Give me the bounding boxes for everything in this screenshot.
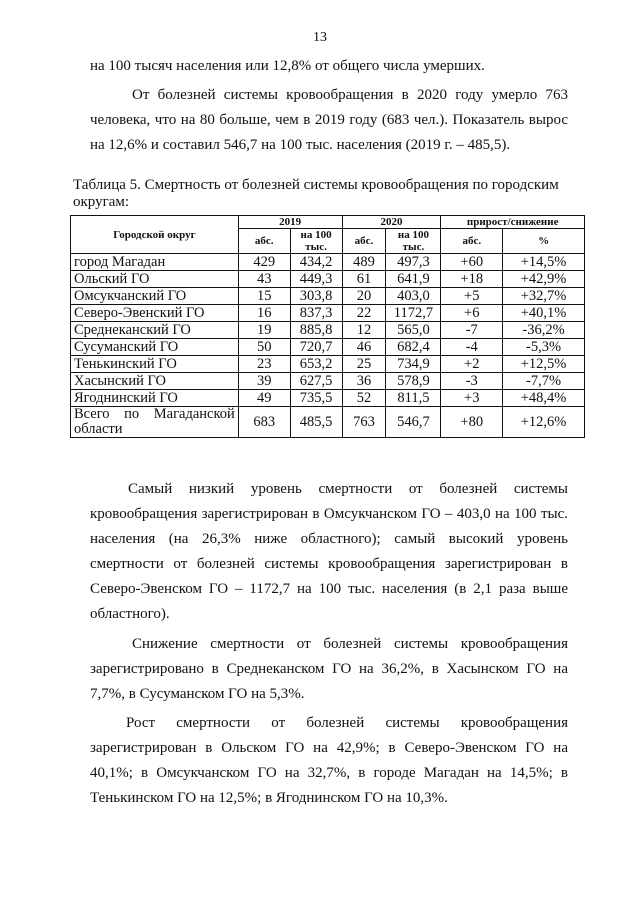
total-abs-2020: 763 (342, 407, 386, 438)
abs-2020: 52 (342, 390, 386, 407)
total-rate-2020: 546,7 (386, 407, 441, 438)
change-pct: -36,2% (503, 322, 585, 339)
change-abs: +5 (441, 288, 503, 305)
abs-2019: 39 (238, 373, 290, 390)
rate-2019: 627,5 (290, 373, 342, 390)
total-abs-2019: 683 (238, 407, 290, 438)
rate-2019: 653,2 (290, 356, 342, 373)
abs-2019: 49 (238, 390, 290, 407)
rate-2020: 641,9 (386, 271, 441, 288)
rate-2019: 434,2 (290, 254, 342, 271)
header-abs-2019: абс. (238, 229, 290, 254)
rate-2020: 811,5 (386, 390, 441, 407)
table-row (71, 356, 585, 373)
district-name: Ольский ГО (71, 271, 239, 288)
abs-2019: 15 (238, 288, 290, 305)
abs-2020: 22 (342, 305, 386, 322)
abs-2020: 61 (342, 271, 386, 288)
table-row (71, 271, 585, 288)
table-row (71, 339, 585, 356)
abs-2020: 12 (342, 322, 386, 339)
table-row (71, 254, 585, 271)
table-row (71, 373, 585, 390)
abs-2020: 20 (342, 288, 386, 305)
change-abs: -3 (441, 373, 503, 390)
change-abs: +6 (441, 305, 503, 322)
rate-2019: 303,8 (290, 288, 342, 305)
district-name: город Магадан (71, 254, 239, 271)
abs-2019: 19 (238, 322, 290, 339)
abs-2019: 50 (238, 339, 290, 356)
district-name: Хасынский ГО (71, 373, 239, 390)
header-year-2019: 2019 (238, 216, 342, 229)
rate-2019: 720,7 (290, 339, 342, 356)
change-pct: +14,5% (503, 254, 585, 271)
total-change-abs: +80 (441, 407, 503, 438)
district-name: Среднеканский ГО (71, 322, 239, 339)
abs-2020: 25 (342, 356, 386, 373)
rate-2019: 885,8 (290, 322, 342, 339)
change-abs: +2 (441, 356, 503, 373)
rate-2020: 578,9 (386, 373, 441, 390)
page-number: 13 (313, 30, 327, 45)
abs-2020: 46 (342, 339, 386, 356)
change-pct: -5,3% (503, 339, 585, 356)
district-name: Тенькинский ГО (71, 356, 239, 373)
table-row (71, 322, 585, 339)
rate-2019: 837,3 (290, 305, 342, 322)
header-year-2020: 2020 (342, 216, 441, 229)
change-pct: +42,9% (503, 271, 585, 288)
header-abs-2020: абс. (342, 229, 386, 254)
abs-2019: 43 (238, 271, 290, 288)
total-rate-2019: 485,5 (290, 407, 342, 438)
header-rate-2020: на 100 тыс. (386, 229, 441, 254)
change-pct: +32,7% (503, 288, 585, 305)
total-change-pct: +12,6% (503, 407, 585, 438)
change-pct: -7,7% (503, 373, 585, 390)
change-abs: +3 (441, 390, 503, 407)
change-abs: -7 (441, 322, 503, 339)
mortality-table (70, 215, 585, 438)
paragraph-decrease: Снижение смертности от болезней системы кровообращения зарегистрировано в Среднеканском ГО на 36,2%, в Хасынском ГО на 7,7%, в Сусуманском ГО на 5,3%. (90, 636, 568, 702)
rate-2020: 403,0 (386, 288, 441, 305)
district-name: Северо-Эвенский ГО (71, 305, 239, 322)
abs-2019: 16 (238, 305, 290, 322)
paragraph-increase: Рост смертности от болезней системы кровообращения зарегистрирован в Ольском ГО на 42,9%; в Северо-Эвенском ГО на 40,1%; в Омсукчанском ГО на 32,7%, в городе Магадан на 14,5%; в Тенькинском ГО на 12,5%; в Ягоднинском ГО на 10,3%. (90, 715, 568, 806)
table-row-total (71, 407, 585, 438)
total-name: Всего по Магаданской области (71, 407, 239, 438)
table-row (71, 305, 585, 322)
change-abs: +60 (441, 254, 503, 271)
rate-2020: 682,4 (386, 339, 441, 356)
header-change-pct: % (503, 229, 585, 254)
district-name: Омсукчанский ГО (71, 288, 239, 305)
rate-2019: 449,3 (290, 271, 342, 288)
table-row (71, 288, 585, 305)
district-name: Сусуманский ГО (71, 339, 239, 356)
abs-2019: 23 (238, 356, 290, 373)
change-pct: +40,1% (503, 305, 585, 322)
paragraph-circulatory: От болезней системы кровообращения в 2020 году умерло 763 человека, что на 80 больше, чем в 2019 году (683 чел.). Показатель вырос на 12,6% и составил 546,7 на 100 тыс. населения (2019 г. – 485,5). (90, 87, 568, 153)
rate-2020: 565,0 (386, 322, 441, 339)
header-change-abs: абс. (441, 229, 503, 254)
table-caption: Таблица 5. Смертность от болезней системы кровообращения по городским округам: (73, 177, 559, 210)
rate-2020: 734,9 (386, 356, 441, 373)
change-pct: +48,4% (503, 390, 585, 407)
paragraph-lowest-highest: Самый низкий уровень смертности от болезней системы кровообращения зарегистрирован в Омсукчанском ГО – 403,0 на 100 тыс. населения (на 26,3% ниже областного); самый высокий уровень смертности от болезней системы кровообращения зарегистрирован в Северо-Эвенском ГО – 1172,7 на 100 тыс. населения (в 2,1 раза выше областного). (90, 481, 568, 622)
abs-2020: 36 (342, 373, 386, 390)
district-name: Ягоднинский ГО (71, 390, 239, 407)
change-abs: +18 (441, 271, 503, 288)
paragraph-intro: на 100 тысяч населения или 12,8% от общего числа умерших. (90, 58, 485, 74)
header-district: Городской округ (71, 216, 239, 254)
rate-2020: 497,3 (386, 254, 441, 271)
abs-2020: 489 (342, 254, 386, 271)
change-abs: -4 (441, 339, 503, 356)
rate-2019: 735,5 (290, 390, 342, 407)
change-pct: +12,5% (503, 356, 585, 373)
header-change: прирост/снижение (441, 216, 585, 229)
table-row (71, 390, 585, 407)
header-rate-2019: на 100 тыс. (290, 229, 342, 254)
abs-2019: 429 (238, 254, 290, 271)
rate-2020: 1172,7 (386, 305, 441, 322)
